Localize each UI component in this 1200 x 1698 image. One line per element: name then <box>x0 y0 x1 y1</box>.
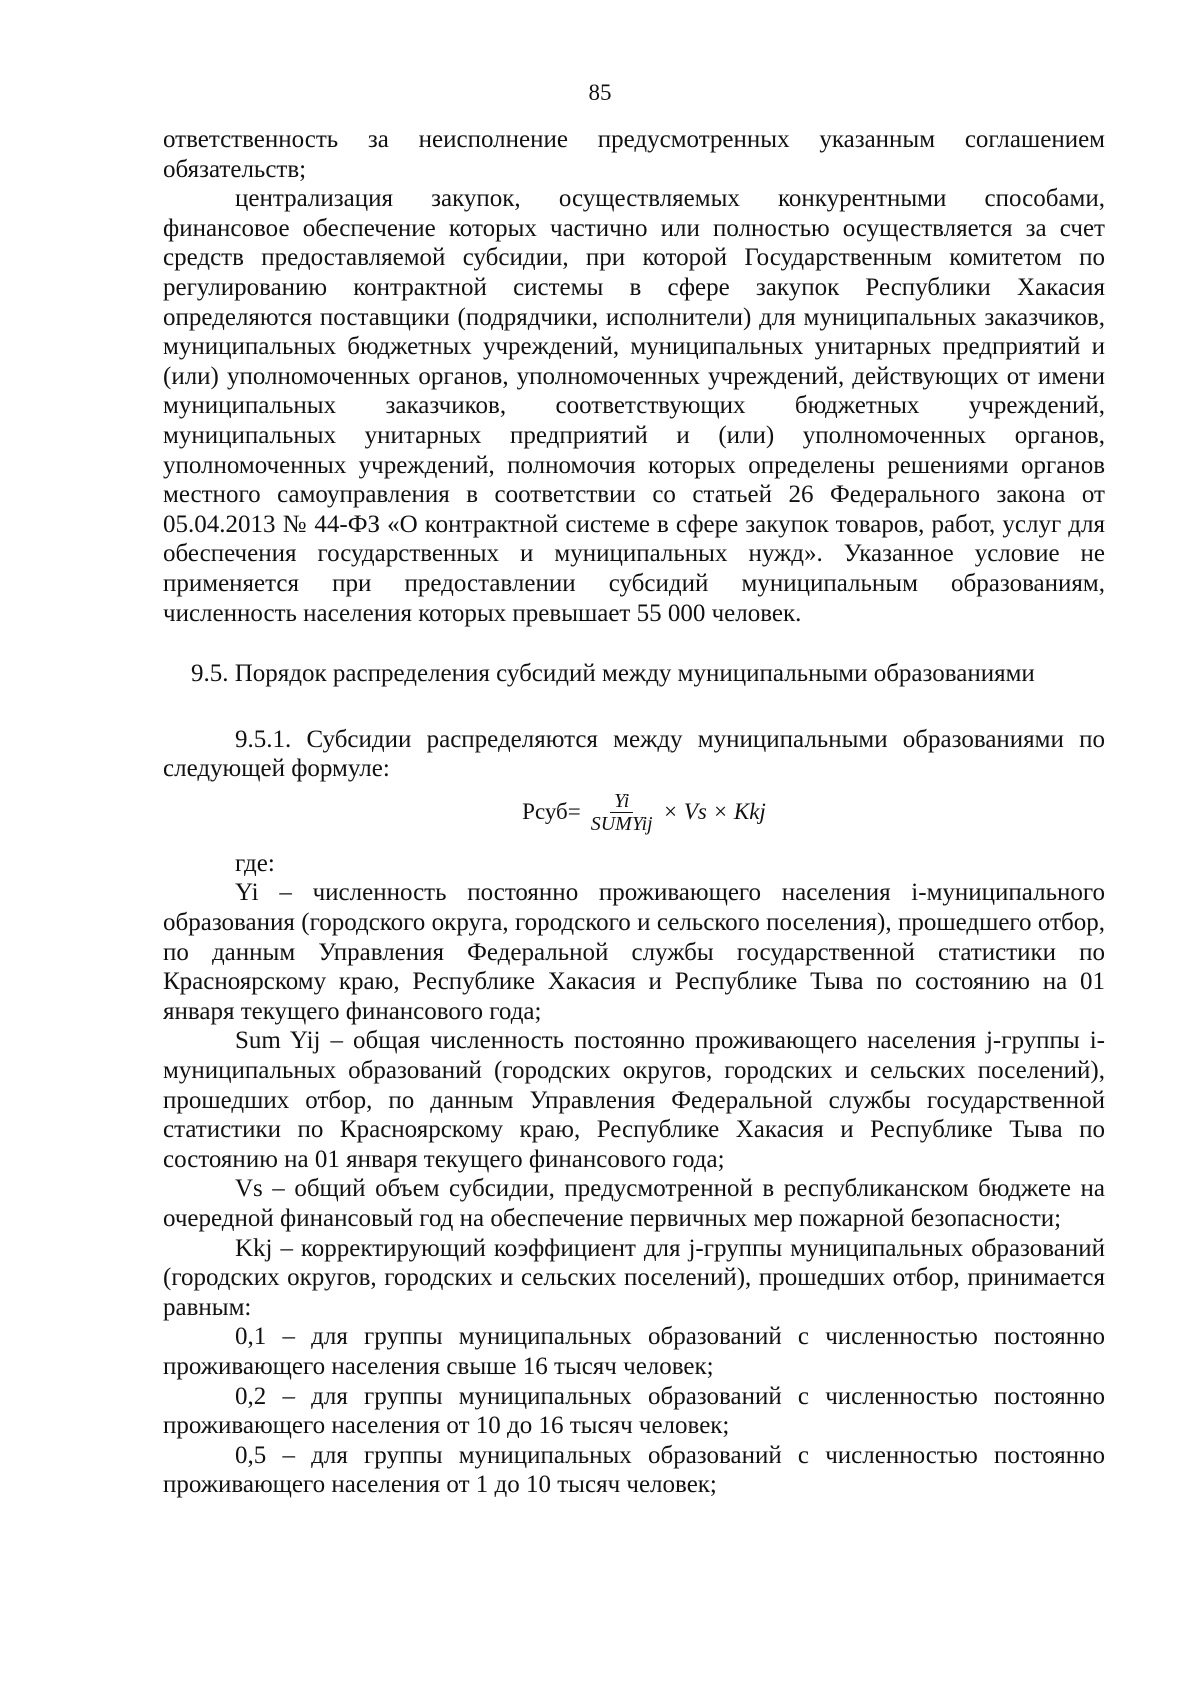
paragraph-where: где: <box>235 849 275 877</box>
definition-vs: Vs – общий объем субсидии, предусмотренной в республиканском бюджете на очередной финансовый год на обеспечение первичных мер пожарной безопасности; <box>163 1175 1105 1232</box>
section-heading: 9.5. Порядок распределения субсидий между муниципальными образованиями <box>191 660 1035 688</box>
document-body <box>163 125 1105 1500</box>
definition-kkj: Kkj – корректирующий коэффициент для j-группы муниципальных образований (городских округов, городских и сельских поселений), прошедших отбор, принимается равным: <box>163 1234 1105 1321</box>
formula-numerator: Yi <box>610 790 633 813</box>
subsidy-formula <box>163 790 1105 835</box>
page-number: 85 <box>588 80 612 105</box>
paragraph-centralization: централизация закупок, осуществляемых конкурентными способами, финансовое обеспечение которых частично или полностью осуществляется за счет средств предоставляемой субсидии, при которой Государственным комитетом по регулированию контрактной системы в сфере закупок Республики Хакасия определяются поставщики (подрядчики, исполнители) для муниципальных заказчиков, муниципальных бюджетных учреждений, муниципальных унитарных предприятий и (или) уполномоченных органов, уполномоченных учреждений, действующих от имени муниципальных заказчиков, соответствующих бюджетных учреждений, муниципальных унитарных предприятий и (или) уполномоченных органов, уполномоченных учреждений, полномочия которых определены решениями органов местного самоуправления в соответствии со статьей 26 Федерального закона от 05.04.2013 № 44-ФЗ «О контрактной системе в сфере закупок товаров, работ, услуг для обеспечения государственных и муниципальных нужд». Указанное условие не применяется при предоставлении субсидий муниципальным образованиям, численность населения которых превышает 55 000 человек. <box>163 185 1105 627</box>
coefficient-0-5: 0,5 – для группы муниципальных образований с численностью постоянно проживающего населения от 1 до 10 тысяч человек; <box>163 1441 1105 1499</box>
formula-denominator: SUMYij <box>590 812 653 835</box>
formula-rhs: × Vs × Kkj <box>662 799 766 825</box>
coefficient-0-1: 0,1 – для группы муниципальных образований с численностью постоянно проживающего населения свыше 16 тысяч человек; <box>163 1323 1105 1380</box>
paragraph-formula-intro: 9.5.1. Субсидии распределяются между муниципальными образованиями по следующей формуле: <box>163 725 1105 783</box>
formula-fraction <box>587 790 657 835</box>
formula-lhs: Рсуб= <box>522 799 581 825</box>
paragraph-obligations: ответственность за неисполнение предусмотренных указанным соглашением обязательств; <box>163 126 1105 183</box>
coefficient-0-2: 0,2 – для группы муниципальных образований с численностью постоянно проживающего населения от 10 до 16 тысяч человек; <box>163 1382 1105 1440</box>
definition-yi: Yi – численность постоянно проживающего населения i-муниципального образования (городского округа, городского и сельского поселения), прошедшего отбор, по данным Управления Федеральной службы государственной статистики по Красноярскому краю, Республике Хакасия и Республике Тыва по состоянию на 01 января текущего финансового года; <box>163 879 1105 1025</box>
definition-sumyij: Sum Yij – общая численность постоянно проживающего населения j-группы i-муниципальных образований (городских округов, городских и сельских поселений), прошедших отбор, по данным Управления Федеральной службы государственной статистики по Красноярскому краю, Республике Хакасия и Республике Тыва по состоянию на 01 января текущего финансового года; <box>163 1027 1105 1173</box>
